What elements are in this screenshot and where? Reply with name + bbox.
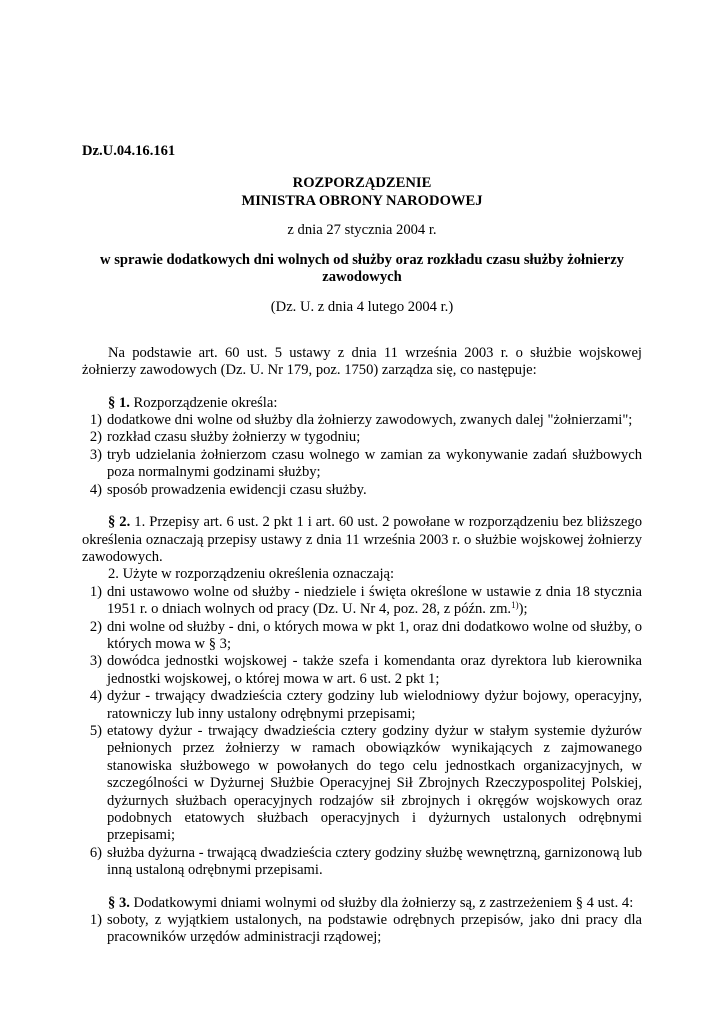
item-number: 1) — [89, 412, 102, 429]
list-item — [82, 429, 642, 446]
item-text: dodatkowe dni wolne od służby dla żołnierzy zawodowych, zwanych dalej "żołnierzami"; — [107, 412, 633, 429]
item-number: 2) — [89, 618, 102, 635]
regulation-subject: w sprawie dodatkowych dni wolnych od służby oraz rozkładu czasu służby żołnierzy zawodowych — [100, 251, 624, 286]
item-number: 6) — [89, 844, 102, 861]
item-text: dni wolne od służby - dni, o których mowa w pkt 1, oraz dni dodatkowo wolne od służby, o których mowa w § 3; — [107, 618, 642, 652]
item-number: 1) — [89, 912, 102, 929]
section-2-paragraph-1 — [82, 514, 642, 566]
list-item — [82, 447, 642, 482]
item-number: 3) — [89, 446, 102, 463]
preamble: Na podstawie art. 60 ust. 5 ustawy z dnia 11 września 2003 r. o służbie wojskowej żołnierzy zawodowych (Dz. U. Nr 179, poz. 1750) zarządza się, co następuje: — [82, 344, 642, 379]
list-item — [82, 912, 642, 947]
title-line-2: MINISTRA OBRONY NARODOWEJ — [241, 192, 483, 209]
item-text: soboty, z wyjątkiem ustalonych, na podstawie odrębnych przepisów, jako dni pracy dla pracowników urzędów administracji rządowej; — [107, 912, 642, 946]
list-item — [82, 619, 642, 654]
section-1-heading — [82, 395, 642, 412]
item-text: rozkład czasu służby żołnierzy w tygodniu; — [107, 429, 361, 446]
title-line-1: ROZPORZĄDZENIE — [292, 175, 432, 192]
section-1 — [82, 395, 642, 499]
item-text: dni ustawowo wolne od służby - niedziele i święta określone w ustawie z dnia 18 stycznia 1951 r. o dniach wolnych od pracy (Dz. U. Nr 4, poz. 28, z późn. zm. — [107, 583, 642, 618]
list-item — [82, 845, 642, 880]
publication-note: (Dz. U. z dnia 4 lutego 2004 r.) — [270, 299, 454, 316]
list-item — [82, 688, 642, 723]
item-text: tryb udzielania żołnierzom czasu wolnego w zamian za wykonywanie zadań służbowych poza normalnymi godzinami służby; — [107, 446, 642, 481]
list-item — [82, 653, 642, 688]
section-3-heading — [82, 895, 642, 912]
section-3-label: § 3. — [108, 894, 130, 911]
list-item — [82, 584, 642, 619]
item-number: 4) — [89, 481, 102, 498]
section-3 — [82, 895, 642, 947]
list-item — [82, 412, 642, 429]
item-number: 4) — [89, 688, 102, 705]
section-3-list — [82, 912, 642, 947]
item-number: 1) — [89, 583, 102, 600]
item-text: służba dyżurna - trwającą dwadzieścia cztery godziny służbę wewnętrzną, garnizonową lub inną ustaloną odrębnymi przepisami. — [107, 844, 642, 879]
document-content — [82, 143, 642, 947]
section-2-p1-text: 1. Przepisy art. 6 ust. 2 pkt 1 i art. 60 ust. 2 powołane w rozporządzeniu bez bliższego określenia oznaczają przepisy ustawy z dnia 11 września 2003 r. o służbie wojskowej żołnierzy zawodowych. — [82, 514, 643, 565]
section-2-paragraph-2: 2. Użyte w rozporządzeniu określenia oznaczają: — [108, 566, 395, 583]
section-1-list — [82, 412, 642, 499]
item-text: dyżur - trwający dwadzieścia cztery godziny lub wielodniowy dyżur bojowy, operacyjny, ratowniczy lub inny ustalony odrębnymi przepisami; — [107, 688, 642, 722]
section-1-label: § 1. — [108, 394, 130, 411]
section-2-label: § 2. — [108, 514, 131, 531]
item-text: sposób prowadzenia ewidencji czasu służby. — [107, 481, 367, 498]
footnote-marker: 1) — [511, 600, 519, 611]
list-item — [82, 482, 642, 499]
issue-date: z dnia 27 stycznia 2004 r. — [287, 222, 437, 239]
item-number: 3) — [89, 653, 102, 670]
section-2-list — [82, 584, 642, 880]
journal-reference: Dz.U.04.16.161 — [82, 143, 176, 159]
list-item — [82, 723, 642, 845]
item-text: dowódca jednostki wojskowej - także szefa i komendanta oraz dyrektora lub kierownika jednostki wojskowej, o której mowa w art. 6 ust. 2 pkt 1; — [107, 653, 642, 687]
item-text-tail: ); — [518, 601, 528, 618]
section-2 — [82, 514, 642, 880]
item-number: 5) — [89, 722, 102, 739]
section-1-intro: Rozporządzenie określa: — [133, 394, 278, 411]
item-text: etatowy dyżur - trwający dwadzieścia cztery godziny dyżur w stałym systemie dyżurów pełnionych przez żołnierzy w ramach obowiązków wynikających z zajmowanego stanowiska służbowego w powołanych do tego celu jednostkach organizacyjnych, w szczególności w Dyżurnej Służbie Operacyjnej Sił Zbrojnych Rzeczypospolitej Polskiej, dyżurnych służbach operacyjnych rodzajów sił zbrojnych i okręgów wojskowych oraz podobnych etatowych służbach operacyjnych i dyżurnych ustalonych odrębnymi przepisami; — [107, 722, 642, 844]
section-3-intro: Dodatkowymi dniami wolnymi od służby dla żołnierzy są, z zastrzeżeniem § 4 ust. 4: — [133, 894, 634, 911]
item-number: 2) — [89, 429, 102, 446]
